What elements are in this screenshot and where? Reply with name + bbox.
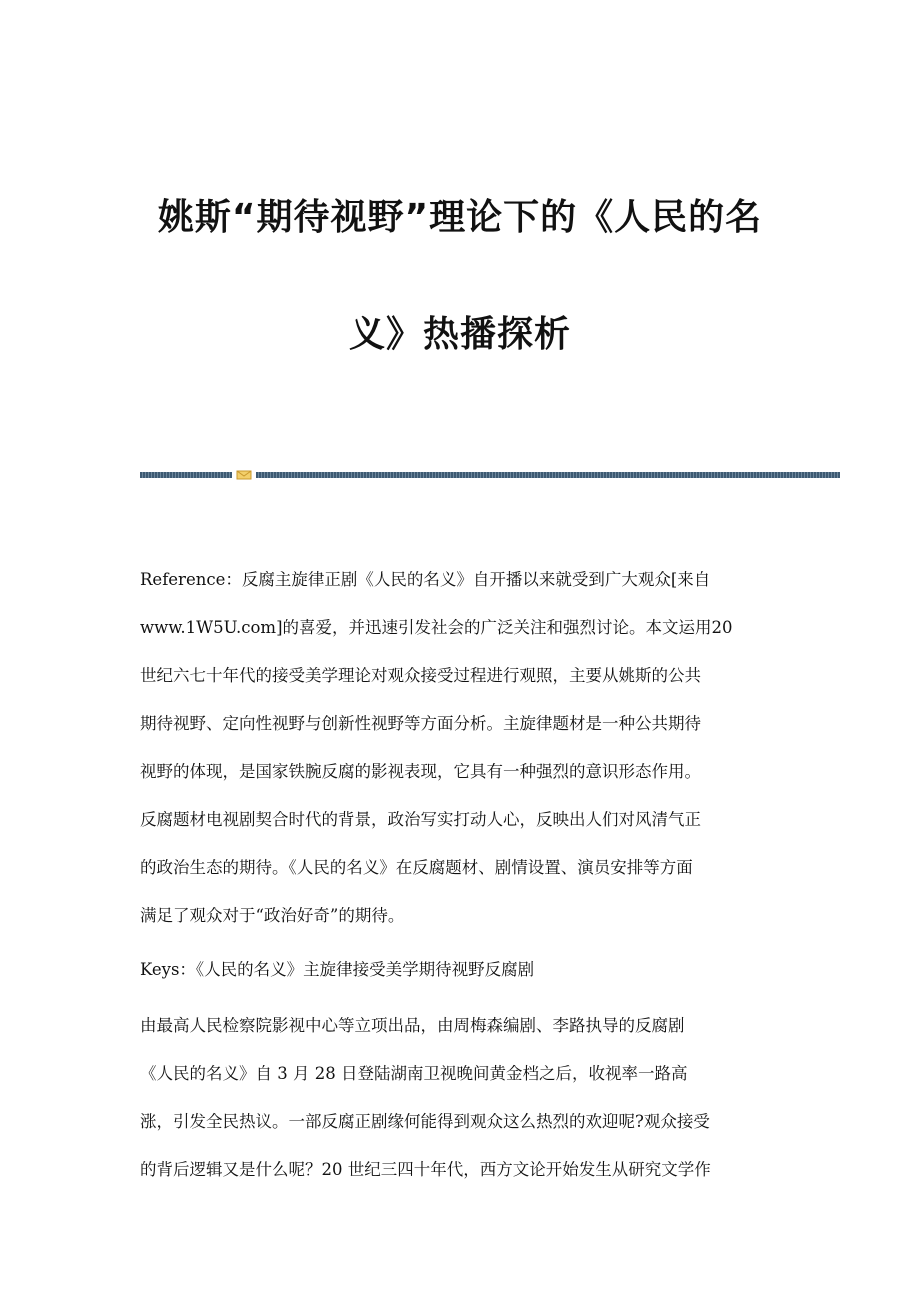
body-line: 由最高人民检察院影视中心等立项出品，由周梅森编剧、李路执导的反腐剧 — [140, 1016, 685, 1035]
title-divider — [140, 470, 840, 480]
reference-line: www.1W5U.com]的喜爱，并迅速引发社会的广泛关注和强烈讨论。本文运用20 — [140, 618, 733, 637]
body-line: 《人民的名义》自 3 月 28 日登陆湖南卫视晚间黄金档之后，收视率一路高 — [140, 1064, 688, 1083]
reference-line: 世纪六七十年代的接受美学理论对观众接受过程进行观照，主要从姚斯的公共 — [140, 666, 701, 685]
reference-line: 视野的体现，是国家铁腕反腐的影视表现，它具有一种强烈的意识形态作用。 — [140, 762, 701, 781]
body-line: 的背后逻辑又是什么呢？20 世纪三四十年代，西方文论开始发生从研究文学作 — [140, 1160, 711, 1179]
reference-line: Reference：反腐主旋律正剧《人民的名义》自开播以来就受到广大观众[来自 — [140, 570, 711, 589]
body-paragraph — [140, 1002, 780, 1194]
reference-paragraph — [140, 556, 780, 940]
envelope-ornament-icon — [236, 470, 252, 480]
body-line: 涨，引发全民热议。一部反腐正剧缘何能得到观众这么热烈的欢迎呢?观众接受 — [140, 1112, 710, 1131]
title-line-1: 姚斯“期待视野”理论下的《人民的名 — [157, 197, 763, 238]
keys-paragraph — [140, 946, 780, 994]
reference-line: 期待视野、定向性视野与创新性视野等方面分析。主旋律题材是一种公共期待 — [140, 714, 701, 733]
reference-line: 反腐题材电视剧契合时代的背景，政治写实打动人心，反映出人们对风清气正 — [140, 810, 701, 829]
title-line-2: 义》热播探析 — [348, 314, 571, 355]
keys-line: Keys：《人民的名义》主旋律接受美学期待视野反腐剧 — [140, 960, 535, 979]
reference-line: 满足了观众对于“政治好奇”的期待。 — [140, 906, 405, 925]
divider-bar-left — [140, 472, 232, 478]
divider-bar-right — [256, 472, 840, 478]
reference-line: 的政治生态的期待。《人民的名义》在反腐题材、剧情设置、演员安排等方面 — [140, 858, 693, 877]
